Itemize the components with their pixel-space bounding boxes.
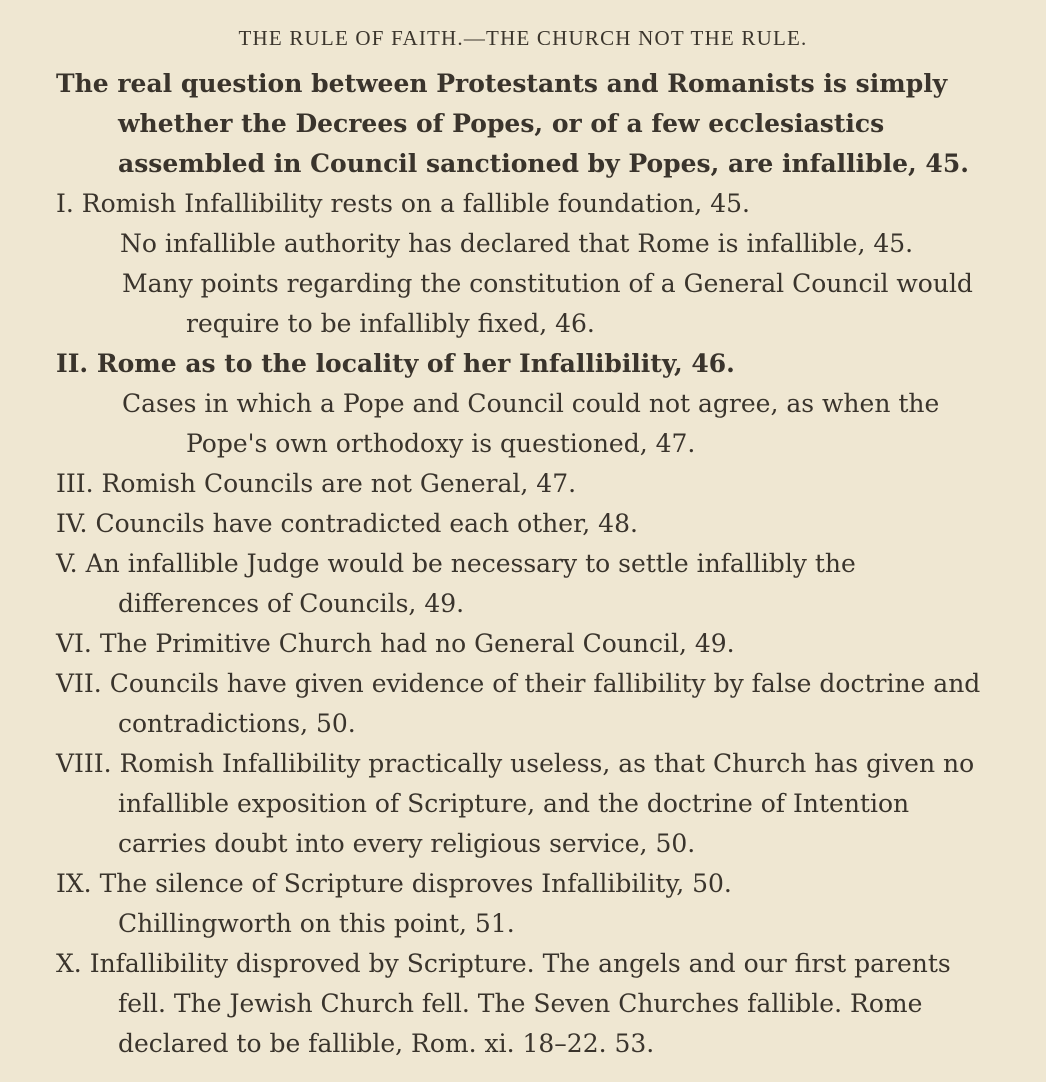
numeral: VIII. xyxy=(56,749,112,778)
numeral: VII. xyxy=(56,669,102,698)
item-vii xyxy=(56,664,996,744)
sub-item: No infallible authority has declared that Rome is infallible, 45. xyxy=(120,229,914,258)
item-text: Councils have given evidence of their fallibility by false doctrine and contradictions, 50. xyxy=(109,669,981,738)
numeral: II. xyxy=(56,349,89,378)
item-i xyxy=(56,184,996,224)
item-v xyxy=(56,544,996,624)
sub-item: Chillingworth on this point, 51. xyxy=(118,909,515,938)
item-ii xyxy=(56,344,996,384)
item-text: Councils have contradicted each other, 48. xyxy=(95,509,638,538)
item-viii xyxy=(56,744,996,864)
contents-list xyxy=(56,64,996,1064)
numeral: IX. xyxy=(56,869,92,898)
item-text: The silence of Scripture disproves Infallibility, 50. xyxy=(99,869,732,898)
item-text: Infallibility disproved by Scripture. The angels and our first parents fell. The Jewish Church fell. The Seven Churches fallible. Rome declared to be fallible, Rom. xi. 18–22. 53. xyxy=(89,949,951,1058)
item-iii xyxy=(56,464,996,504)
item-text: Romish Infallibility rests on a fallible foundation, 45. xyxy=(81,189,750,218)
numeral: X. xyxy=(56,949,82,978)
numeral: IV. xyxy=(56,509,88,538)
item-text: The Primitive Church had no General Council, 49. xyxy=(99,629,735,658)
item-text: Romish Infallibility practically useless, as that Church has given no infallible exposition of Scripture, and the doctrine of Intention carries doubt into every religious service, 50. xyxy=(118,749,975,858)
item-iv xyxy=(56,504,996,544)
sub-item: Cases in which a Pope and Council could not agree, as when the Pope's own orthodoxy is questioned, 47. xyxy=(122,389,940,458)
item-vi xyxy=(56,624,996,664)
numeral: III. xyxy=(56,469,94,498)
numeral: VI. xyxy=(56,629,92,658)
sub-item: Many points regarding the constitution of a General Council would require to be infallibly fixed, 46. xyxy=(122,269,973,338)
intro-paragraph: The real question between Protestants and Romanists is simply whether the Decrees of Popes, or of a few ecclesiastics assembled in Council sanctioned by Popes, are infallible, 45. xyxy=(56,69,969,178)
item-text: An infallible Judge would be necessary to settle infallibly the differences of Councils, 49. xyxy=(85,549,856,618)
item-x xyxy=(56,944,996,1064)
item-ix xyxy=(56,864,996,904)
numeral: V. xyxy=(56,549,78,578)
numeral: I. xyxy=(56,189,74,218)
page-header: THE RULE OF FAITH.—THE CHURCH NOT THE RULE. xyxy=(238,26,808,50)
item-text: Romish Councils are not General, 47. xyxy=(101,469,577,498)
item-text: Rome as to the locality of her Infallibility, 46. xyxy=(96,349,735,378)
